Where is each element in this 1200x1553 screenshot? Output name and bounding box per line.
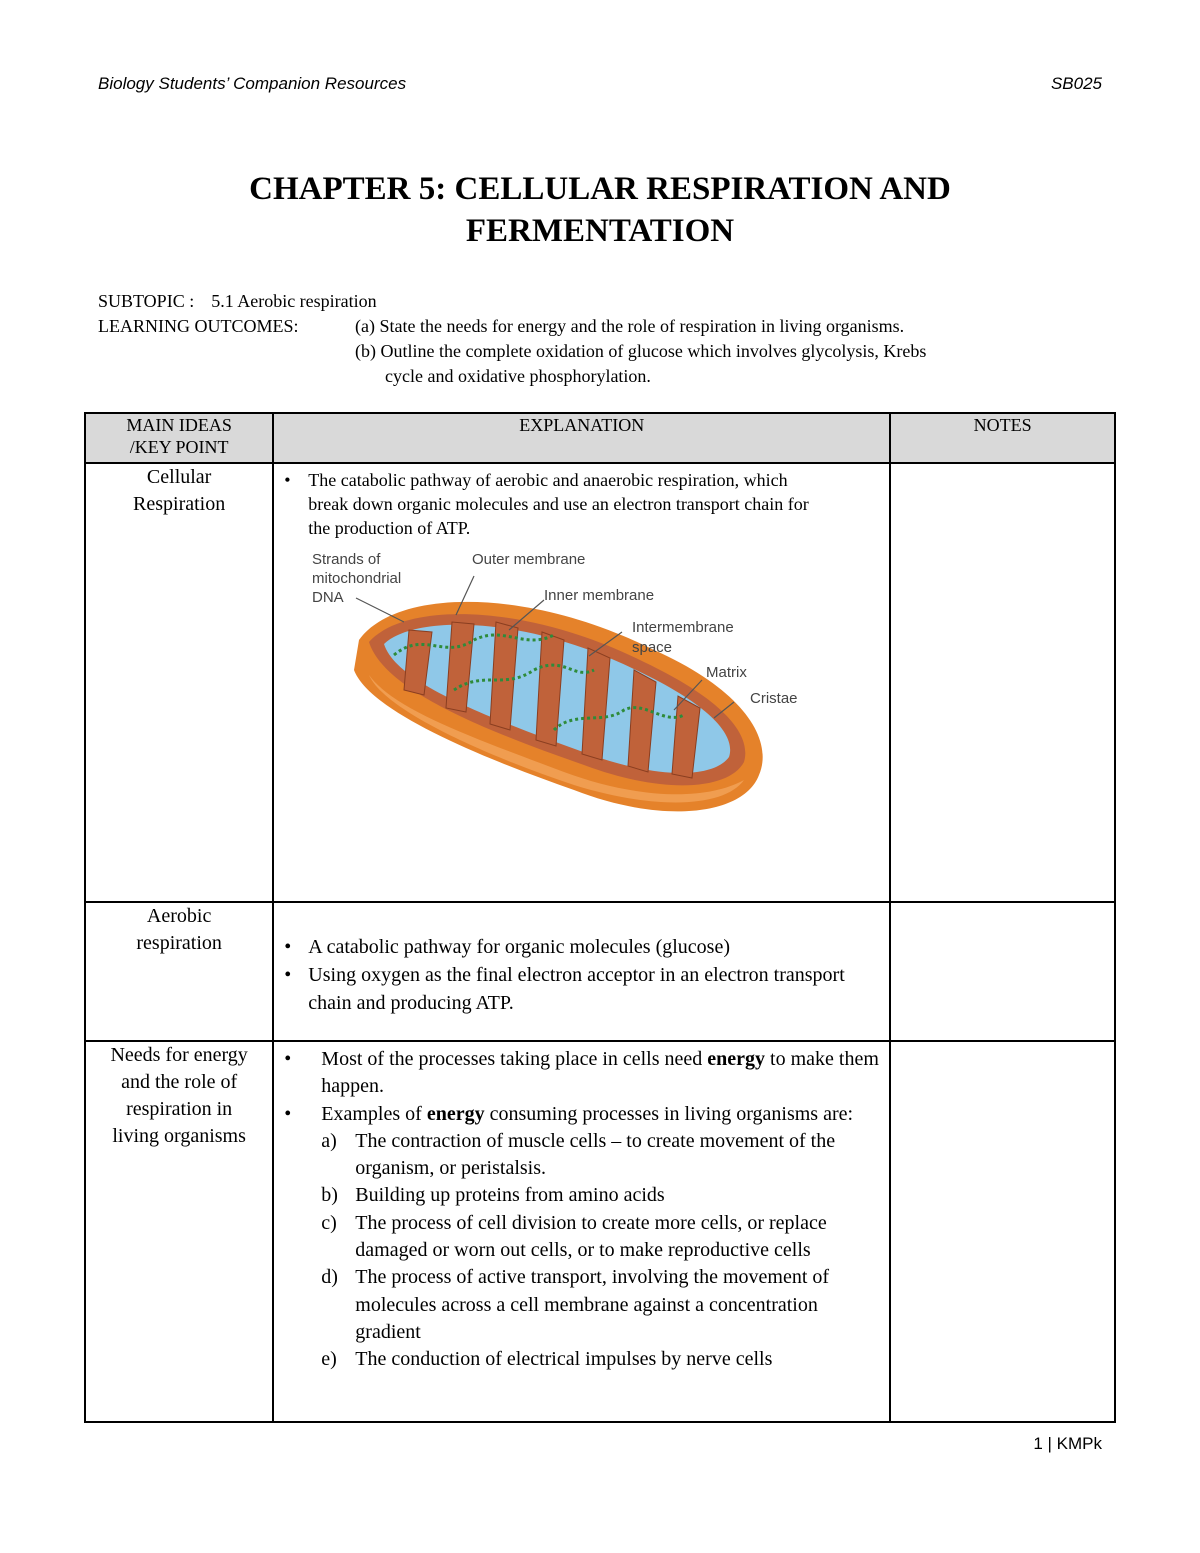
key-line-4: living organisms [112, 1125, 246, 1147]
key-line-2: Respiration [133, 493, 226, 515]
label-dna-line-1: Strands of [312, 551, 381, 568]
subtopic [98, 289, 377, 314]
header-notes: NOTES [890, 413, 1115, 463]
header-explanation: EXPLANATION [273, 413, 890, 463]
notes-cell [890, 902, 1115, 1041]
bullet-item [274, 1101, 883, 1128]
list-text: The process of cell division to create more cells, or replace damaged or worn out cells, or to make reproductive cells [355, 1211, 827, 1262]
list-item [274, 1210, 883, 1265]
header-main-ideas-line-2: /KEY POINT [129, 437, 229, 457]
key-line-1: Aerobic [146, 905, 212, 927]
bullet-item: • The catabolic pathway of aerobic and anaerobic respiration, which break down organic molecules and use an electron transport chain for the production of ATP. [274, 468, 885, 540]
title-line-1: CHAPTER 5: CELLULAR RESPIRATION AND [249, 171, 951, 207]
list-text: The contraction of muscle cells – to create movement of the organism, or peristalsis. [355, 1129, 836, 1180]
label-dna-line-2: mitochondrial [312, 570, 402, 587]
list-letter: b) [321, 1184, 338, 1207]
notes-table [84, 412, 1116, 1423]
list-item [274, 1128, 883, 1183]
learning-outcomes-label: LEARNING OUTCOMES: [98, 316, 299, 336]
bullet-text: to make them happen. [321, 1048, 879, 1098]
learning-outcome-b-line-2: cycle and oxidative phosphorylation. [385, 366, 651, 386]
notes-cell [890, 463, 1115, 902]
list-letter: d) [321, 1266, 338, 1289]
key-line-3: respiration in [126, 1098, 233, 1120]
bullet-text: Examples of [321, 1102, 427, 1125]
list-letter: e) [321, 1348, 337, 1371]
list-text: Building up proteins from amino acids [355, 1184, 665, 1207]
list-item [274, 1264, 883, 1346]
key-line-2: respiration [136, 932, 222, 954]
table-header-row [85, 413, 1115, 463]
header-main-ideas-line-1: MAIN IDEAS [126, 415, 232, 435]
notes-cell [890, 1041, 1115, 1422]
page-footer: 1 | KMPk [1033, 1434, 1102, 1453]
bullet-bold: energy [707, 1048, 766, 1070]
subtopic-value: 5.1 Aerobic respiration [211, 291, 377, 311]
mitochondrion-diagram [274, 540, 884, 840]
list-letter: a) [321, 1129, 337, 1152]
key-point-cellular-respiration [85, 463, 273, 902]
title-line-2: FERMENTATION [465, 213, 735, 249]
table-row [85, 902, 1115, 1041]
page-title [0, 168, 1200, 252]
header-main-ideas [85, 413, 273, 463]
running-header-left: Biology Students’ Companion Resources [98, 74, 407, 93]
list-item [274, 1182, 883, 1209]
key-point-aerobic-respiration [85, 902, 273, 1041]
key-line-1: Needs for energy [110, 1044, 248, 1066]
list-text: The conduction of electrical impulses by nerve cells [355, 1348, 773, 1371]
key-line-1: Cellular [146, 466, 212, 488]
bullet-item [274, 1046, 883, 1101]
label-cristae: Cristae [750, 690, 798, 707]
table-row [85, 463, 1115, 902]
label-intermembrane-line-1: Intermembrane [632, 619, 734, 636]
explanation-cell [273, 1041, 890, 1422]
key-point-needs-for-energy [85, 1041, 273, 1422]
subtopic-label: SUBTOPIC : [98, 291, 195, 311]
list-letter: c) [321, 1211, 337, 1234]
label-matrix: Matrix [706, 664, 748, 681]
key-line-2: and the role of [121, 1071, 238, 1093]
list-text: The process of active transport, involving the movement of molecules across a cell membrane against a concentration gradient [355, 1266, 830, 1343]
label-inner-membrane: Inner membrane [544, 587, 655, 604]
explanation-cell [273, 902, 890, 1041]
list-item [274, 1346, 883, 1373]
label-dna-line-3: DNA [312, 589, 344, 606]
learning-outcome-a: (a) State the needs for energy and the role of respiration in living organisms. [355, 316, 905, 336]
label-outer-membrane: Outer membrane [472, 551, 586, 568]
bullet-text: consuming processes in living organisms are: [484, 1102, 854, 1125]
bullet-text: Most of the processes taking place in cells need [321, 1048, 708, 1070]
learning-outcome-b-line-1: (b) Outline the complete oxidation of glucose which involves glycolysis, Krebs [355, 341, 927, 361]
bullet-bold: energy [426, 1102, 485, 1125]
running-header-right: SB025 [1050, 74, 1102, 93]
bullet-item: • Using oxygen as the final electron acceptor in an electron transport chain and producing ATP. [274, 961, 883, 1017]
label-intermembrane-line-2: space [632, 639, 673, 656]
bullet-item: • A catabolic pathway for organic molecules (glucose) [274, 933, 883, 961]
explanation-cell [273, 463, 890, 902]
table-row [85, 1041, 1115, 1422]
